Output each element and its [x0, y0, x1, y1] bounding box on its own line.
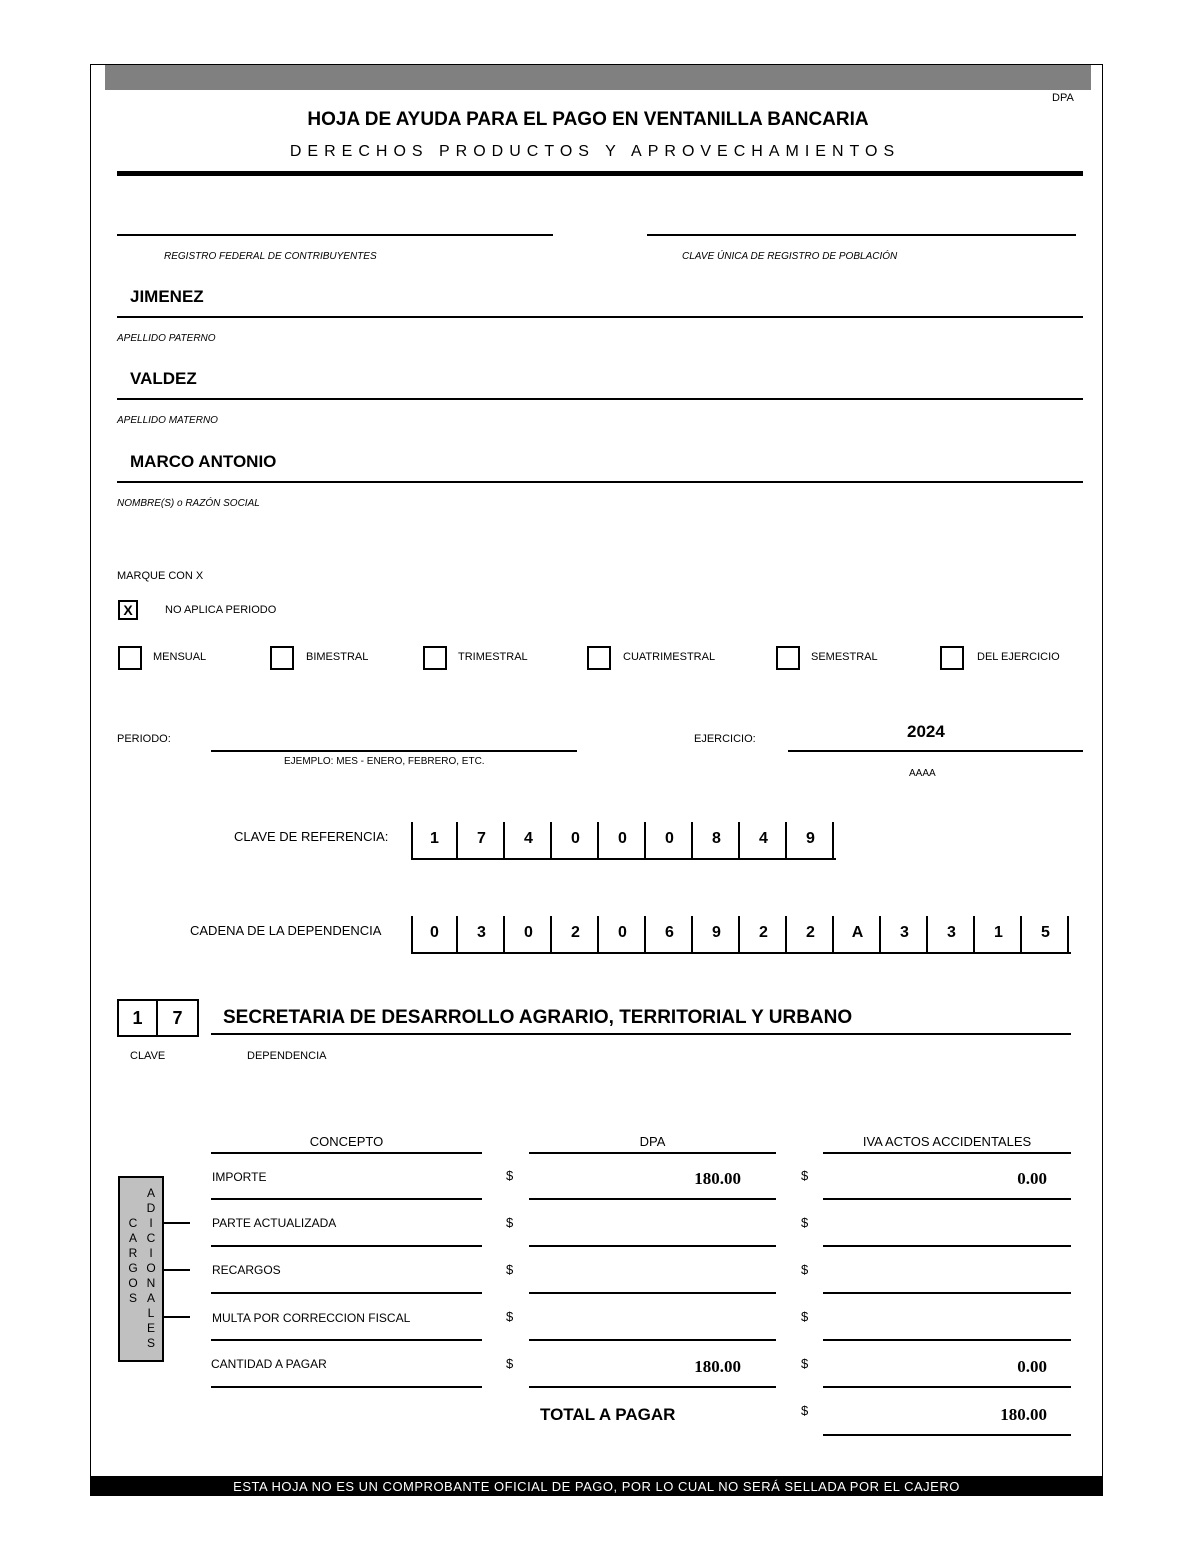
dependency-clave-digit: 1: [119, 1001, 158, 1035]
no-aplica-label: NO APLICA PERIODO: [165, 604, 277, 616]
period-line: [211, 750, 577, 752]
connector-tick: [164, 1269, 190, 1271]
dpa-amount[interactable]: 180.00: [694, 1357, 741, 1376]
currency-sign: $: [801, 1168, 809, 1183]
chain-char: 6: [648, 916, 693, 952]
vertical-letter: I: [149, 1216, 153, 1230]
vertical-letter: C: [146, 1231, 156, 1245]
trimestral-label: TRIMESTRAL: [458, 651, 528, 663]
chain-char: 2: [789, 916, 834, 952]
vertical-letter: G: [128, 1261, 138, 1275]
currency-sign: $: [801, 1309, 809, 1324]
chain-char: 5: [1024, 916, 1069, 952]
row-line: [529, 1339, 776, 1341]
clave-label: CLAVE: [130, 1050, 166, 1062]
vertical-letter: O: [128, 1276, 138, 1290]
dpa-header-line: [529, 1152, 776, 1154]
mensual-checkbox[interactable]: [118, 646, 142, 670]
currency-sign: $: [506, 1356, 514, 1371]
period-example: EJEMPLO: MES - ENERO, FEBRERO, ETC.: [284, 756, 485, 767]
cuatrimestral-label: CUATRIMESTRAL: [623, 651, 716, 663]
rfc-line: [117, 234, 553, 236]
currency-sign: $: [801, 1356, 809, 1371]
top-bar: [105, 65, 1091, 90]
vertical-letter: E: [146, 1321, 155, 1335]
footer-notice: ESTA HOJA NO ES UN COMPROBANTE OFICIAL DE PAGO, POR LO CUAL NO SERÁ SELLADA POR EL CAJERO: [90, 1476, 1103, 1496]
concept-header: CONCEPTO: [309, 1134, 384, 1149]
vertical-letter: C: [128, 1216, 138, 1230]
curp-line: [647, 234, 1076, 236]
charge-row-label: RECARGOS: [212, 1263, 281, 1277]
semestral-label: SEMESTRAL: [811, 651, 878, 663]
paternal-surname-label: APELLIDO PATERNO: [117, 333, 216, 344]
dpa-amount[interactable]: 180.00: [694, 1169, 741, 1188]
total-amount[interactable]: 180.00: [1000, 1405, 1047, 1424]
header-divider: [117, 171, 1083, 176]
row-line: [211, 1339, 482, 1341]
chain-char: 0: [601, 916, 646, 952]
dependency-chain-cells: [411, 916, 1071, 954]
adicionales-vertical-text: [145, 1186, 157, 1351]
row-line: [211, 1198, 482, 1200]
row-line: [211, 1245, 482, 1247]
dependency-clave-digit: 7: [172, 1008, 183, 1028]
row-line: [823, 1386, 1071, 1388]
chain-char: 2: [742, 916, 787, 952]
total-label: TOTAL A PAGAR: [540, 1405, 676, 1424]
dependency-label: DEPENDENCIA: [247, 1050, 327, 1062]
dependency-line: [211, 1033, 1071, 1035]
given-name-label: NOMBRE(S) o RAZÓN SOCIAL: [117, 498, 260, 509]
total-line: [823, 1434, 1071, 1436]
cargos-vertical-text: [127, 1216, 139, 1306]
maternal-surname-label: APELLIDO MATERNO: [117, 415, 218, 426]
paternal-line: [117, 316, 1083, 318]
rfc-label: REGISTRO FEDERAL DE CONTRIBUYENTES: [164, 251, 377, 262]
reference-digit: 9: [789, 822, 834, 858]
vertical-letter: S: [146, 1336, 155, 1350]
charge-row-label: CANTIDAD A PAGAR: [211, 1357, 327, 1371]
vertical-letter: L: [147, 1306, 155, 1320]
reference-digit: 1: [413, 822, 458, 858]
row-line: [823, 1198, 1071, 1200]
paternal-surname-value[interactable]: JIMENEZ: [130, 287, 204, 306]
reference-digit: 8: [695, 822, 740, 858]
vertical-letter: S: [128, 1291, 137, 1305]
vertical-letter: I: [149, 1246, 153, 1260]
iva-header: IVA ACTOS ACCIDENTALES: [862, 1134, 1032, 1149]
maternal-line: [117, 398, 1083, 400]
chain-char: 0: [413, 916, 458, 952]
chain-char: 9: [695, 916, 740, 952]
row-line: [211, 1292, 482, 1294]
vertical-letter: O: [146, 1261, 156, 1275]
currency-sign: $: [801, 1403, 809, 1418]
exercise-format: AAAA: [909, 768, 936, 779]
curp-label: CLAVE ÚNICA DE REGISTRO DE POBLACIÓN: [682, 251, 898, 262]
bimestral-label: BIMESTRAL: [306, 651, 369, 663]
chain-char: 1: [977, 916, 1022, 952]
semestral-checkbox[interactable]: [776, 646, 800, 670]
maternal-surname-value[interactable]: VALDEZ: [130, 369, 197, 388]
chain-char: 3: [930, 916, 975, 952]
period-label: PERIODO:: [117, 733, 171, 745]
given-name-line: [117, 481, 1083, 483]
vertical-letter: A: [146, 1291, 155, 1305]
bimestral-checkbox[interactable]: [270, 646, 294, 670]
exercise-value[interactable]: 2024: [907, 722, 945, 741]
cuatrimestral-checkbox[interactable]: [587, 646, 611, 670]
currency-sign: $: [801, 1215, 809, 1230]
row-line: [823, 1245, 1071, 1247]
chain-char: 2: [554, 916, 599, 952]
chain-char: 3: [460, 916, 505, 952]
row-line: [211, 1386, 482, 1388]
mark-instruction: MARQUE CON X: [117, 570, 204, 582]
dependency-chain-label: CADENA DE LA DEPENDENCIA: [190, 923, 382, 938]
currency-sign: $: [801, 1262, 809, 1277]
connector-tick: [164, 1316, 190, 1318]
reference-digit: 4: [507, 822, 552, 858]
reference-cells: [411, 822, 836, 860]
chain-char: 3: [883, 916, 928, 952]
dpa-header: DPA: [639, 1134, 666, 1149]
exercise-line: [788, 750, 1083, 752]
reference-label: CLAVE DE REFERENCIA:: [234, 829, 389, 844]
form-subtitle: DERECHOS PRODUCTOS Y APROVECHAMIENTOS: [289, 143, 901, 160]
chain-char: A: [836, 916, 881, 952]
form-frame: [90, 64, 1103, 1496]
currency-sign: $: [506, 1168, 514, 1183]
charge-row-label: PARTE ACTUALIZADA: [212, 1216, 337, 1230]
chain-char: 0: [507, 916, 552, 952]
del-ejercicio-checkbox[interactable]: [940, 646, 964, 670]
concept-header-line: [211, 1152, 482, 1154]
row-line: [529, 1198, 776, 1200]
currency-sign: $: [506, 1309, 514, 1324]
mensual-label: MENSUAL: [153, 651, 207, 663]
charge-row-label: IMPORTE: [212, 1170, 267, 1184]
currency-sign: $: [506, 1215, 514, 1230]
reference-digit: 4: [742, 822, 787, 858]
row-line: [529, 1245, 776, 1247]
del-ejercicio-label: DEL EJERCICIO: [977, 651, 1060, 663]
reference-digit: 7: [460, 822, 505, 858]
iva-header-line: [823, 1152, 1071, 1154]
vertical-letter: R: [128, 1246, 138, 1260]
currency-sign: $: [506, 1262, 514, 1277]
charge-row-label: MULTA POR CORRECCION FISCAL: [212, 1311, 411, 1325]
iva-amount[interactable]: 0.00: [1017, 1169, 1047, 1188]
vertical-letter: A: [128, 1231, 137, 1245]
form-code: DPA: [1052, 92, 1074, 104]
row-line: [823, 1339, 1071, 1341]
exercise-label: EJERCICIO:: [694, 733, 756, 745]
row-line: [823, 1292, 1071, 1294]
row-line: [529, 1386, 776, 1388]
dependency-clave-box: [117, 999, 199, 1037]
given-name-value[interactable]: MARCO ANTONIO: [130, 452, 277, 471]
cargos-adicionales-box: [118, 1176, 164, 1362]
vertical-letter: N: [146, 1276, 156, 1290]
vertical-letter: D: [146, 1201, 156, 1215]
reference-digit: 0: [648, 822, 693, 858]
form-title: HOJA DE AYUDA PARA EL PAGO EN VENTANILLA BANCARIA: [307, 109, 869, 130]
vertical-letter: A: [146, 1186, 155, 1200]
connector-tick: [164, 1222, 190, 1224]
dependency-name: SECRETARIA DE DESARROLLO AGRARIO, TERRITORIAL Y URBANO: [223, 1007, 853, 1028]
iva-amount[interactable]: 0.00: [1017, 1357, 1047, 1376]
reference-digit: 0: [601, 822, 646, 858]
trimestral-checkbox[interactable]: [423, 646, 447, 670]
row-line: [529, 1292, 776, 1294]
no-aplica-checkbox[interactable]: X: [118, 600, 138, 620]
reference-digit: 0: [554, 822, 599, 858]
